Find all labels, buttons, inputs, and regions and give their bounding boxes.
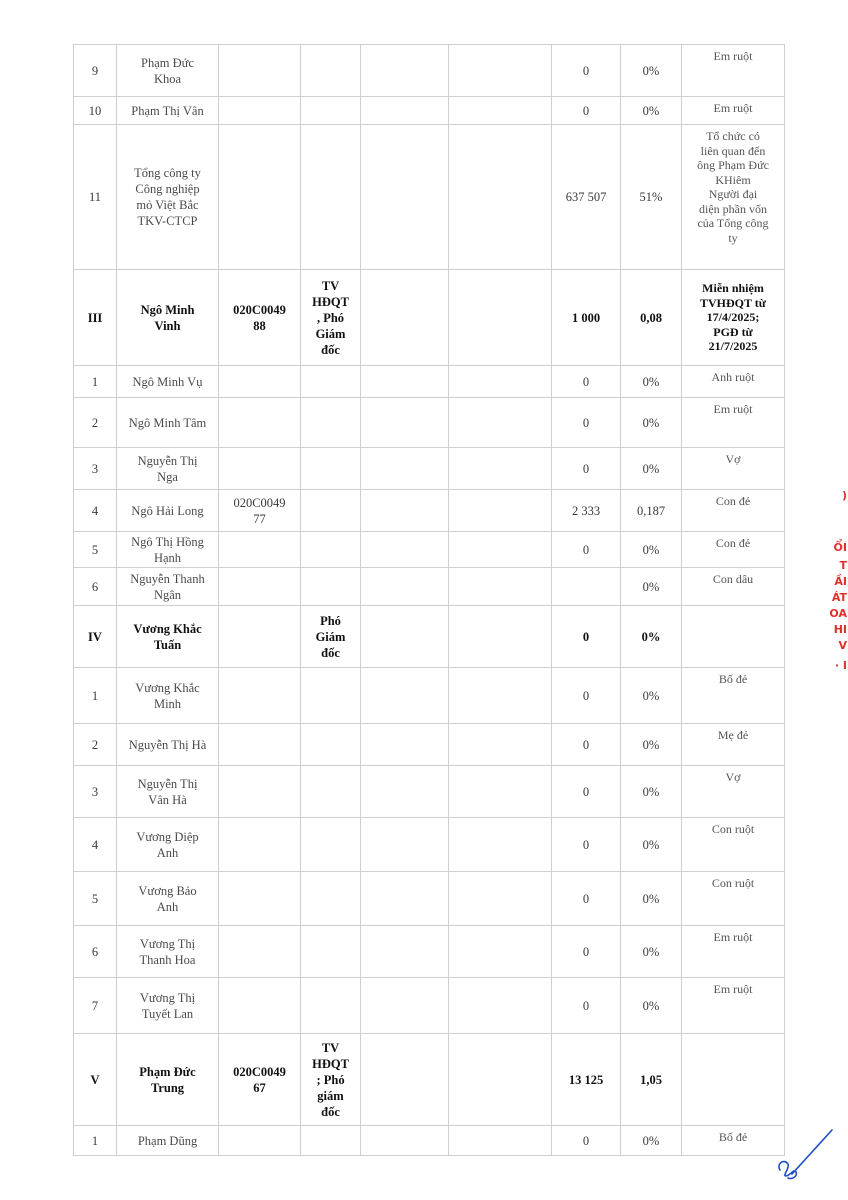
empty1-cell — [361, 668, 449, 724]
code-cell — [219, 366, 301, 398]
no-cell: 1 — [74, 668, 117, 724]
table-row — [74, 766, 785, 818]
pos-cell — [301, 668, 361, 724]
empty1-cell — [361, 926, 449, 978]
code-cell — [219, 766, 301, 818]
pct-cell: 0% — [621, 45, 682, 97]
empty2-cell — [449, 568, 552, 606]
no-cell: 9 — [74, 45, 117, 97]
pct-cell: 1,05 — [621, 1034, 682, 1126]
no-cell: 2 — [74, 398, 117, 448]
pos-cell — [301, 1126, 361, 1156]
note-cell: Vợ — [682, 766, 785, 818]
empty2-cell — [449, 532, 552, 568]
pct-cell: 0% — [621, 766, 682, 818]
pos-cell: TV HĐQT ; Phó giám đốc — [301, 1034, 361, 1126]
no-cell: III — [74, 270, 117, 366]
pos-cell — [301, 448, 361, 490]
group-header-row — [74, 270, 785, 366]
pos-cell — [301, 125, 361, 270]
pct-cell: 0% — [621, 568, 682, 606]
empty1-cell — [361, 724, 449, 766]
empty2-cell — [449, 978, 552, 1034]
empty2-cell — [449, 97, 552, 125]
table-row — [74, 872, 785, 926]
shares-cell: 0 — [552, 97, 621, 125]
pct-cell: 0% — [621, 448, 682, 490]
pos-cell — [301, 490, 361, 532]
pos-cell: TV HĐQT , Phó Giám đốc — [301, 270, 361, 366]
empty1-cell — [361, 97, 449, 125]
empty1-cell — [361, 606, 449, 668]
code-cell — [219, 606, 301, 668]
code-cell — [219, 45, 301, 97]
code-cell — [219, 668, 301, 724]
empty1-cell — [361, 125, 449, 270]
red-stamp-fragment: ) ỔI T ẦI ÁT OA HI V · I — [829, 489, 847, 672]
table-row — [74, 532, 785, 568]
empty1-cell — [361, 1126, 449, 1156]
no-cell: 1 — [74, 366, 117, 398]
empty2-cell — [449, 818, 552, 872]
empty1-cell — [361, 398, 449, 448]
no-cell: 2 — [74, 724, 117, 766]
code-cell — [219, 97, 301, 125]
empty2-cell — [449, 448, 552, 490]
no-cell: 5 — [74, 532, 117, 568]
table-row — [74, 724, 785, 766]
pct-cell: 0% — [621, 97, 682, 125]
note-cell: Tổ chức có liên quan đến ông Phạm Đức KHiêm Người đại diện phần vốn của Tổng công ty — [682, 125, 785, 270]
name-cell: Phạm Thị Vân — [117, 97, 219, 125]
name-cell: Vương Khắc Tuấn — [117, 606, 219, 668]
shares-cell: 13 125 — [552, 1034, 621, 1126]
pct-cell: 0,08 — [621, 270, 682, 366]
note-cell: Vợ — [682, 448, 785, 490]
name-cell: Nguyễn Thị Vân Hà — [117, 766, 219, 818]
shares-cell: 637 507 — [552, 125, 621, 270]
pct-cell: 0% — [621, 1126, 682, 1156]
no-cell: 3 — [74, 766, 117, 818]
empty2-cell — [449, 1034, 552, 1126]
note-cell: Em ruột — [682, 978, 785, 1034]
group-header-row — [74, 606, 785, 668]
pos-cell — [301, 45, 361, 97]
empty2-cell — [449, 872, 552, 926]
empty1-cell — [361, 270, 449, 366]
name-cell: Ngô Hải Long — [117, 490, 219, 532]
empty2-cell — [449, 766, 552, 818]
note-cell: Miễn nhiệm TVHĐQT từ 17/4/2025; PGĐ từ 21/7/2025 — [682, 270, 785, 366]
shares-cell: 0 — [552, 366, 621, 398]
table-row — [74, 366, 785, 398]
empty1-cell — [361, 818, 449, 872]
shares-cell — [552, 568, 621, 606]
name-cell: Tổng công ty Công nghiệp mỏ Việt Bắc TKV-CTCP — [117, 125, 219, 270]
empty2-cell — [449, 490, 552, 532]
pos-cell — [301, 398, 361, 448]
no-cell: 10 — [74, 97, 117, 125]
pct-cell: 51% — [621, 125, 682, 270]
shares-cell: 0 — [552, 448, 621, 490]
code-cell — [219, 532, 301, 568]
empty2-cell — [449, 1126, 552, 1156]
empty1-cell — [361, 568, 449, 606]
pct-cell: 0% — [621, 366, 682, 398]
empty2-cell — [449, 125, 552, 270]
pct-cell: 0% — [621, 978, 682, 1034]
shares-cell: 0 — [552, 668, 621, 724]
name-cell: Ngô Minh Vinh — [117, 270, 219, 366]
shares-cell: 0 — [552, 872, 621, 926]
note-cell: Em ruột — [682, 398, 785, 448]
pos-cell — [301, 978, 361, 1034]
code-cell — [219, 125, 301, 270]
empty1-cell — [361, 872, 449, 926]
empty1-cell — [361, 490, 449, 532]
shares-cell: 2 333 — [552, 490, 621, 532]
name-cell: Vương Thị Tuyết Lan — [117, 978, 219, 1034]
code-cell — [219, 1126, 301, 1156]
empty2-cell — [449, 270, 552, 366]
note-cell: Em ruột — [682, 45, 785, 97]
code-cell: 020C0049 67 — [219, 1034, 301, 1126]
table-row — [74, 568, 785, 606]
empty1-cell — [361, 45, 449, 97]
empty1-cell — [361, 1034, 449, 1126]
empty2-cell — [449, 668, 552, 724]
no-cell: 1 — [74, 1126, 117, 1156]
name-cell: Ngô Minh Tâm — [117, 398, 219, 448]
note-cell — [682, 1034, 785, 1126]
shares-cell: 0 — [552, 926, 621, 978]
no-cell: IV — [74, 606, 117, 668]
shares-cell: 0 — [552, 978, 621, 1034]
pct-cell: 0% — [621, 724, 682, 766]
pos-cell — [301, 568, 361, 606]
empty1-cell — [361, 448, 449, 490]
shares-cell: 0 — [552, 532, 621, 568]
note-cell: Con đẻ — [682, 532, 785, 568]
shares-cell: 0 — [552, 1126, 621, 1156]
name-cell: Phạm Đức Khoa — [117, 45, 219, 97]
code-cell — [219, 818, 301, 872]
table-row — [74, 818, 785, 872]
note-cell: Con đẻ — [682, 490, 785, 532]
no-cell: 6 — [74, 926, 117, 978]
empty1-cell — [361, 366, 449, 398]
note-cell: Anh ruột — [682, 366, 785, 398]
pct-cell: 0% — [621, 872, 682, 926]
note-cell: Con ruột — [682, 818, 785, 872]
pos-cell — [301, 926, 361, 978]
shares-cell: 0 — [552, 398, 621, 448]
name-cell: Nguyễn Thị Nga — [117, 448, 219, 490]
note-cell: Em ruột — [682, 926, 785, 978]
note-cell: Con ruột — [682, 872, 785, 926]
note-cell: Mẹ đẻ — [682, 724, 785, 766]
pos-cell — [301, 97, 361, 125]
pos-cell: Phó Giám đốc — [301, 606, 361, 668]
empty1-cell — [361, 532, 449, 568]
pos-cell — [301, 366, 361, 398]
shares-cell: 1 000 — [552, 270, 621, 366]
note-cell: Em ruột — [682, 97, 785, 125]
pos-cell — [301, 766, 361, 818]
note-cell — [682, 606, 785, 668]
empty2-cell — [449, 398, 552, 448]
pos-cell — [301, 872, 361, 926]
code-cell — [219, 926, 301, 978]
table-row — [74, 978, 785, 1034]
note-cell: Bố đẻ — [682, 668, 785, 724]
table-row — [74, 125, 785, 270]
name-cell: Phạm Dũng — [117, 1126, 219, 1156]
pct-cell: 0% — [621, 668, 682, 724]
name-cell: Ngô Thị Hồng Hạnh — [117, 532, 219, 568]
empty1-cell — [361, 766, 449, 818]
name-cell: Nguyễn Thanh Ngân — [117, 568, 219, 606]
name-cell: Vương Thị Thanh Hoa — [117, 926, 219, 978]
no-cell: 5 — [74, 872, 117, 926]
empty2-cell — [449, 366, 552, 398]
table-row — [74, 398, 785, 448]
empty2-cell — [449, 926, 552, 978]
table-row — [74, 45, 785, 97]
group-header-row — [74, 1034, 785, 1126]
empty2-cell — [449, 606, 552, 668]
name-cell: Vương Khắc Minh — [117, 668, 219, 724]
shares-cell: 0 — [552, 766, 621, 818]
no-cell: 11 — [74, 125, 117, 270]
no-cell: 4 — [74, 818, 117, 872]
name-cell: Vương Bảo Anh — [117, 872, 219, 926]
code-cell: 020C0049 77 — [219, 490, 301, 532]
name-cell: Vương Diệp Anh — [117, 818, 219, 872]
code-cell — [219, 398, 301, 448]
name-cell: Phạm Đức Trung — [117, 1034, 219, 1126]
table-row — [74, 97, 785, 125]
pct-cell: 0% — [621, 606, 682, 668]
table-row — [74, 490, 785, 532]
no-cell: V — [74, 1034, 117, 1126]
code-cell — [219, 978, 301, 1034]
table-row — [74, 448, 785, 490]
table-row — [74, 1126, 785, 1156]
code-cell — [219, 872, 301, 926]
pct-cell: 0% — [621, 926, 682, 978]
code-cell — [219, 448, 301, 490]
pos-cell — [301, 724, 361, 766]
empty1-cell — [361, 978, 449, 1034]
code-cell: 020C0049 88 — [219, 270, 301, 366]
pct-cell: 0,187 — [621, 490, 682, 532]
code-cell — [219, 724, 301, 766]
shareholder-table — [73, 44, 785, 1156]
table-row — [74, 926, 785, 978]
name-cell: Nguyễn Thị Hà — [117, 724, 219, 766]
no-cell: 3 — [74, 448, 117, 490]
pct-cell: 0% — [621, 818, 682, 872]
empty2-cell — [449, 724, 552, 766]
signature-mark — [774, 1124, 836, 1184]
empty2-cell — [449, 45, 552, 97]
no-cell: 6 — [74, 568, 117, 606]
shares-cell: 0 — [552, 724, 621, 766]
shares-cell: 0 — [552, 818, 621, 872]
name-cell: Ngô Minh Vụ — [117, 366, 219, 398]
note-cell: Bố đẻ — [682, 1126, 785, 1156]
code-cell — [219, 568, 301, 606]
pos-cell — [301, 532, 361, 568]
table-row — [74, 668, 785, 724]
pct-cell: 0% — [621, 398, 682, 448]
note-cell: Con dâu — [682, 568, 785, 606]
shares-cell: 0 — [552, 45, 621, 97]
pos-cell — [301, 818, 361, 872]
no-cell: 7 — [74, 978, 117, 1034]
shares-cell: 0 — [552, 606, 621, 668]
no-cell: 4 — [74, 490, 117, 532]
pct-cell: 0% — [621, 532, 682, 568]
